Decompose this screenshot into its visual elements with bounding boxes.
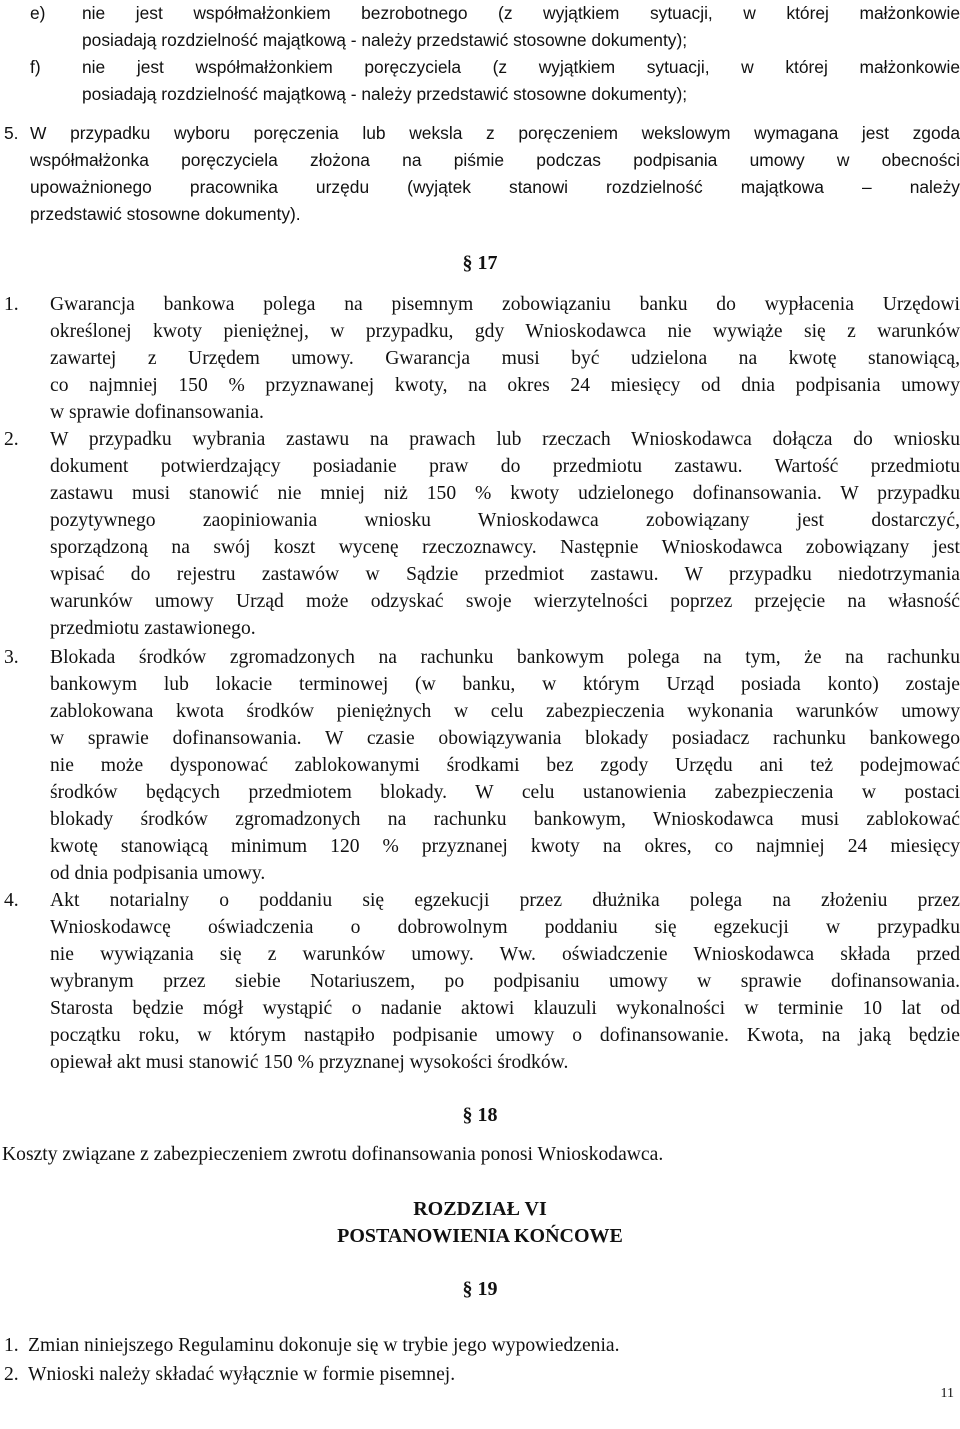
text-line: opiewał akt musi stanowić 150 % przyznanej wysokości środków. (50, 1052, 569, 1073)
item-number: 3. (4, 647, 19, 668)
text-line: Blokada środków zgromadzonych na rachunku bankowym polega na tym, że na rachunku (50, 647, 960, 668)
text-line: co najmniej 150 % przyznawanej kwoty, na okres 24 miesięcy od dnia podpisania umowy (50, 375, 960, 396)
text-line: zablokowana kwota środków pieniężnych w celu zabezpieczenia wykonania warunków umowy (50, 701, 960, 722)
text-line: zastawu musi stanowić nie mniej niż 150 % kwoty udzielonego dofinansowania. W przypadku (50, 483, 960, 504)
text-line: nie wywiązania się z warunków umowy. Ww. oświadczenie Wnioskodawca składa przed (50, 944, 960, 965)
text-line: w sprawie dofinansowania. (50, 402, 264, 423)
text-line: W przypadku wybrania zastawu na prawach lub rzeczach Wnioskodawca dołącza do wniosku (50, 429, 960, 450)
text-line: posiadają rozdzielność majątkową - należy przedstawić stosowne dokumenty); (82, 84, 688, 104)
list-marker: f) (30, 57, 41, 77)
text-line: od dnia podpisania umowy. (50, 863, 266, 884)
section-heading-17: § 17 (462, 252, 498, 274)
text-line: zawartej z Urzędem umowy. Gwarancja musi być udzielona na kwotę stanowiącą, (50, 348, 960, 369)
item-text: Wnioski należy składać wyłącznie w formie pisemnej. (28, 1364, 456, 1385)
item-number: 2. (4, 429, 19, 450)
text-line: warunków umowy Urząd może odzyskać swoje wierzytelności poprzez przejęcie na własność (50, 591, 960, 612)
text-line: pozytywnego zaopiniowania wniosku Wnioskodawca zobowiązany jest dostarczyć, (50, 510, 960, 531)
section-heading-19: § 19 (462, 1278, 498, 1300)
text-line: kwotę stanowiącą minimum 120 % przyznanej kwoty na okres, co najmniej 24 miesięcy (50, 836, 960, 857)
text-line: Wnioskodawcę oświadczenia o dobrowolnym poddaniu się egzekucji w przypadku (50, 917, 960, 938)
item-text: Zmian niniejszego Regulaminu dokonuje się w trybie jego wypowiedzenia. (28, 1335, 620, 1356)
text-line: przedstawić stosowne dokumenty). (30, 204, 301, 224)
chapter-subtitle: POSTANOWIENIA KOŃCOWE (337, 1225, 623, 1247)
text-line: środków będących przedmiotem blokady. W celu ustanowienia zabezpieczenia w postaci (50, 782, 960, 803)
text-line: przedmiotu zastawionego. (50, 618, 256, 639)
point-number: 5. (4, 123, 19, 143)
item-number: 4. (4, 890, 19, 911)
text-line: Akt notarialny o poddaniu się egzekucji przez dłużnika polega na złożeniu przez (50, 890, 960, 911)
text-line: Gwarancja bankowa polega na pisemnym zobowiązaniu banku do wypłacenia Urzędowi (50, 294, 960, 315)
section18-text: Koszty związane z zabezpieczeniem zwrotu dofinansowania ponosi Wnioskodawca. (2, 1144, 664, 1165)
list-marker: e) (30, 3, 46, 23)
item-number: 2. (4, 1364, 19, 1385)
text-line: Starosta będzie mógł wystąpić o nadanie aktowi klauzuli wykonalności w terminie 10 lat od (50, 998, 960, 1019)
text-line: wpisać do rejestru zastawów w Sądzie przedmiot zastawu. W przypadku niedotrzymania (50, 564, 960, 585)
item-number: 1. (4, 294, 19, 315)
text-line: dokument potwierdzający posiadanie praw do przedmiotu zastawu. Wartość przedmiotu (50, 456, 960, 477)
text-line: współmałżonka poręczyciela złożona na piśmie podczas podpisania umowy w obecności (30, 150, 960, 170)
text-line: nie jest współmałżonkiem bezrobotnego (z wyjątkiem sytuacji, w której małżonkowie (82, 3, 960, 23)
text-line: upoważnionego pracownika urzędu (wyjątek stanowi rozdzielność majątkowa – należy (30, 177, 960, 197)
page-number: 11 (940, 1386, 954, 1401)
item-number: 1. (4, 1335, 19, 1356)
text-line: bankowym lub lokacie terminowej (w banku, w którym Urząd posiada konto) zostaje (50, 674, 960, 695)
text-line: blokady środków zgromadzonych na rachunku bankowym, Wnioskodawca musi zablokować (50, 809, 960, 830)
text-line: sporządzoną na swój koszt wycenę rzeczoznawcy. Następnie Wnioskodawca zobowiązany jest (50, 537, 960, 558)
text-line: określonej kwoty pieniężnej, w przypadku, gdy Wnioskodawca nie wywiąże się z warunków (50, 321, 960, 342)
text-line: nie może dysponować zablokowanymi środkami bez zgody Urzędu ani też podejmować (50, 755, 960, 776)
chapter-title: ROZDZIAŁ VI (413, 1198, 547, 1220)
text-line: w sprawie dofinansowania. W czasie obowiązywania blokady posiadacz rachunku bankowego (50, 728, 960, 749)
text-line: nie jest współmałżonkiem poręczyciela (z wyjątkiem sytuacji, w której małżonkowie (82, 57, 960, 77)
text-line: W przypadku wyboru poręczenia lub weksla z poręczeniem wekslowym wymagana jest zgoda (30, 123, 960, 143)
text-line: wybranym przez siebie Notariuszem, po podpisaniu umowy w sprawie dofinansowania. (50, 971, 960, 992)
text-line: posiadają rozdzielność majątkową - należy przedstawić stosowne dokumenty); (82, 30, 688, 50)
text-line: początku roku, w którym nastąpiło podpisanie umowy o dofinansowanie. Kwota, na jaką będzie (50, 1025, 960, 1046)
section-heading-18: § 18 (462, 1104, 498, 1126)
